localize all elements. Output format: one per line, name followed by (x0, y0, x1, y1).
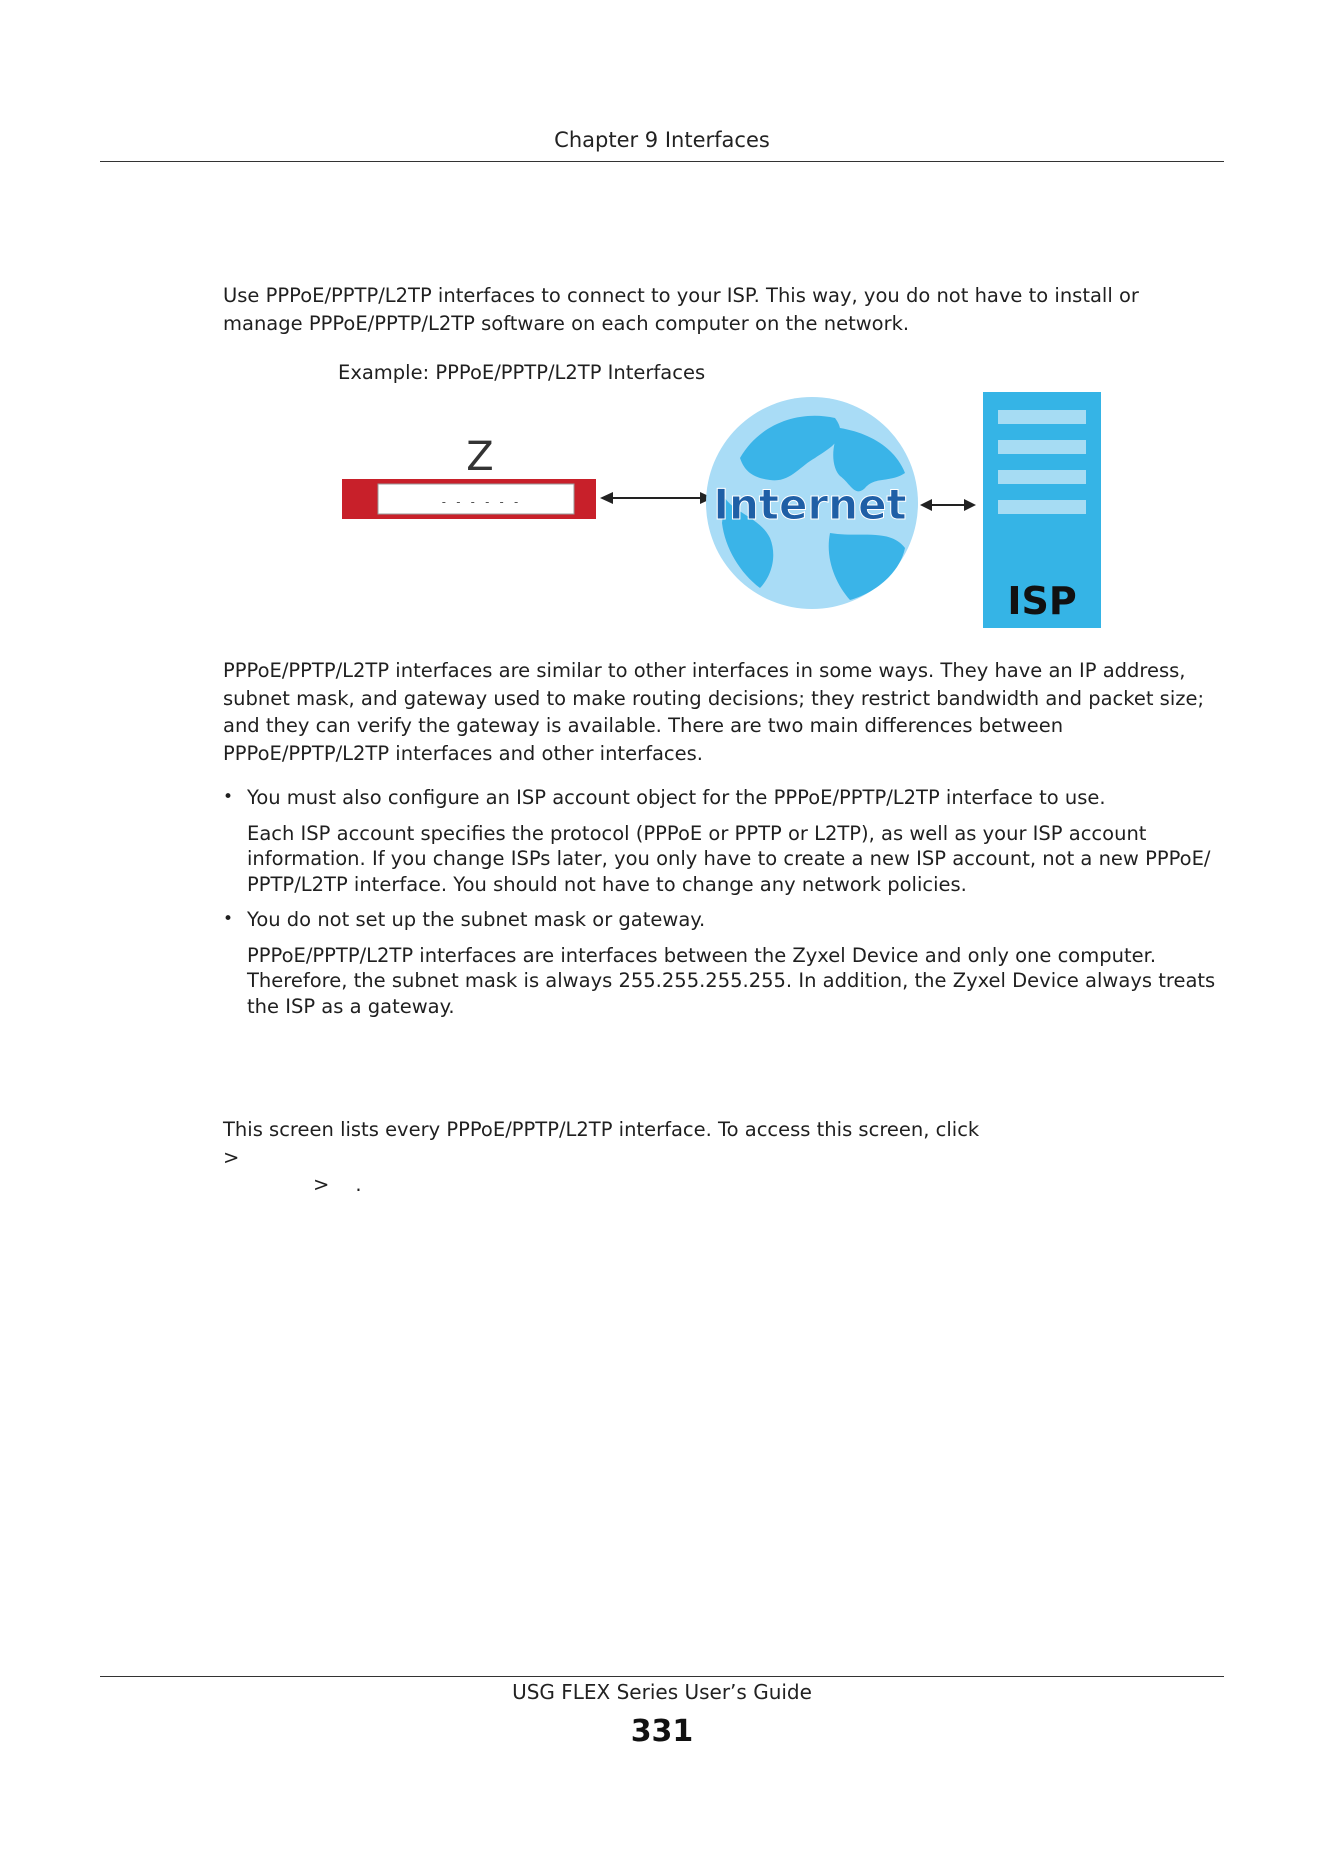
similarities-paragraph: PPPoE/PPTP/L2TP interfaces are similar to other interfaces in some ways. They have an IP address, subnet mask, and gateway used to make routing decisions; they restrict bandwidth and packet size; and they can verify the gateway is available. There are two main differences between PPPoE/PPTP/L2TP interfaces and other interfaces. (223, 659, 1205, 765)
device-dots: - - - - - - (440, 495, 520, 509)
device-mark: Z (466, 434, 494, 480)
firewall-device-icon (342, 434, 596, 519)
bullet-detail: Each ISP account specifies the protocol (PPPoE or PPTP or L2TP), as well as your ISP account information. If you change ISPs later, you only have to create a new ISP account, not a new PPPoE/ PPTP/L2TP interface. You should not have to change any network policies. (247, 821, 1211, 896)
network-figure (330, 388, 1120, 650)
intro-paragraph: Use PPPoE/PPTP/L2TP interfaces to connect to your ISP. This way, you do not have to install or manage PPPoE/PPTP/L2TP software on each computer on the network. (223, 284, 1139, 335)
internet-label: Internet (713, 480, 907, 529)
breadcrumb-separator: > (313, 1173, 330, 1196)
access-text: This screen lists every PPPoE/PPTP/L2TP interface. To access this screen, click (223, 1118, 980, 1141)
list-item (223, 785, 1223, 897)
bullet-lead: You do not set up the subnet mask or gateway. (247, 908, 706, 931)
isp-server-icon (983, 392, 1101, 628)
sentence-end: . (355, 1173, 362, 1196)
isp-label: ISP (1007, 579, 1077, 623)
page-number: 331 (630, 1714, 694, 1749)
footer-title: USG FLEX Series User’s Guide (512, 1680, 812, 1704)
breadcrumb-separator: > (223, 1145, 240, 1169)
figure-caption: Example: PPPoE/PPTP/L2TP Interfaces (338, 361, 706, 384)
running-header: Chapter 9 Interfaces (554, 128, 770, 152)
differences-list (223, 785, 1223, 1019)
double-arrow-icon (920, 499, 976, 511)
bullet-detail: PPPoE/PPTP/L2TP interfaces are interfaces between the Zyxel Device and only one computer. Therefore, the subnet mask is always 255.255.255.255. In addition, the Zyxel Device always treats the ISP as a gateway. (247, 943, 1216, 1018)
double-arrow-icon (600, 492, 713, 504)
access-paragraph (223, 1116, 1223, 1199)
globe-icon (706, 397, 918, 609)
list-item (223, 907, 1223, 1019)
header-rule (100, 161, 1224, 162)
bullet-dot: • (223, 909, 234, 929)
bullet-dot: • (223, 787, 234, 807)
footer-rule (100, 1676, 1224, 1677)
bullet-lead: You must also configure an ISP account object for the PPPoE/PPTP/L2TP interface to use. (247, 786, 1106, 809)
